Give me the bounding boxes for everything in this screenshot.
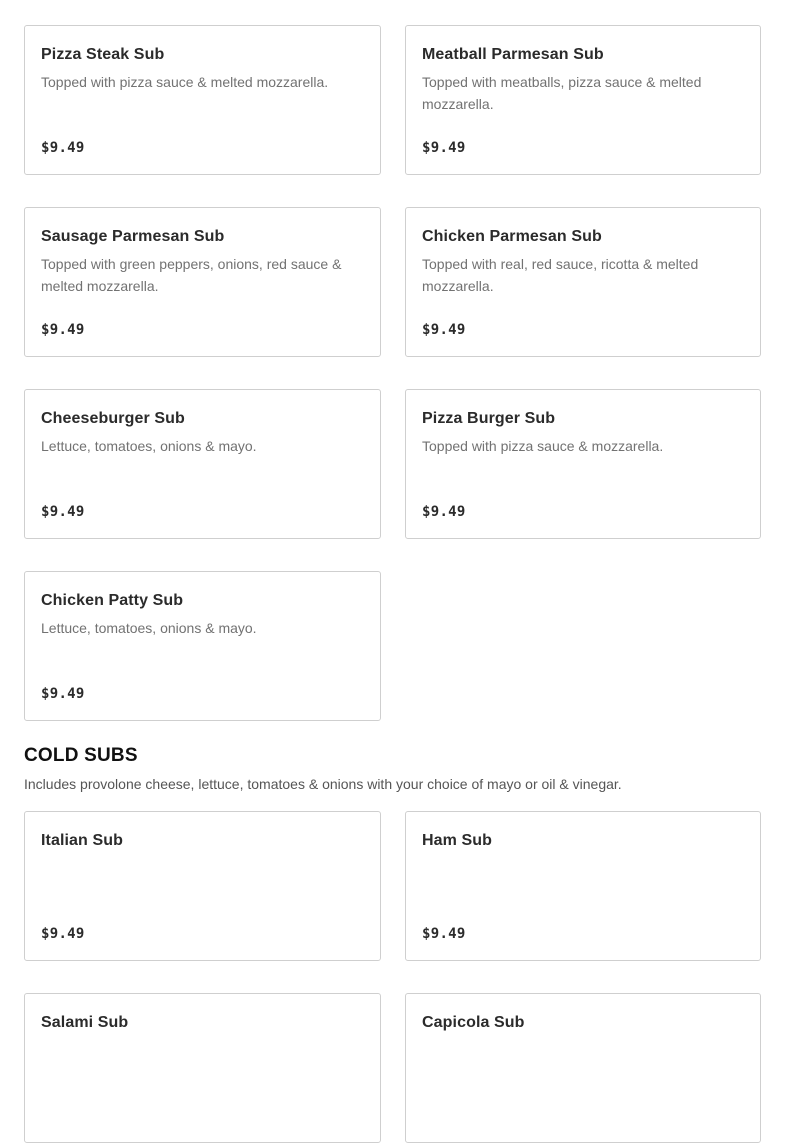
menu-item-description: Lettuce, tomatoes, onions & mayo.: [41, 438, 257, 454]
menu-item-card[interactable]: [24, 993, 381, 1143]
menu-item-price: $9.49: [41, 322, 85, 338]
menu-item-name: Cheeseburger Sub: [41, 410, 185, 427]
menu-item-card[interactable]: [405, 811, 761, 961]
menu-item-price: $9.49: [422, 322, 466, 338]
menu-item-name: Chicken Patty Sub: [41, 592, 184, 609]
menu-item-price: $9.49: [41, 140, 85, 156]
menu-item-card[interactable]: [24, 25, 381, 175]
menu-item-card[interactable]: [405, 993, 761, 1143]
menu-item-name: Ham Sub: [422, 832, 493, 849]
menu-item-description: Lettuce, tomatoes, onions & mayo.: [41, 620, 257, 636]
menu-item-description: Topped with meatballs, pizza sauce & melted mozzarella.: [422, 74, 702, 112]
menu-item-description: Topped with pizza sauce & mozzarella.: [422, 438, 664, 454]
menu-item-name: Capicola Sub: [422, 1014, 525, 1031]
menu-item-description: Topped with pizza sauce & melted mozzarella.: [41, 74, 329, 90]
section-title: COLD SUBS: [24, 745, 138, 766]
menu-item-price: $9.49: [422, 504, 466, 520]
menu-item-name: Sausage Parmesan Sub: [41, 228, 225, 245]
menu-item-description: Topped with green peppers, onions, red sauce & melted mozzarella.: [41, 256, 342, 294]
menu-item-card[interactable]: [24, 389, 381, 539]
menu-item-name: Pizza Steak Sub: [41, 46, 165, 63]
menu-item-name: Salami Sub: [41, 1014, 129, 1031]
menu-item-description: Topped with real, red sauce, ricotta & melted mozzarella.: [422, 256, 699, 294]
menu-item-price: $9.49: [422, 140, 466, 156]
menu-item-name: Meatball Parmesan Sub: [422, 46, 604, 63]
menu-item-card[interactable]: [405, 207, 761, 357]
menu-item-price: $9.49: [41, 686, 85, 702]
menu-item-price: $9.49: [41, 504, 85, 520]
cold-subs-grid: [24, 811, 761, 1143]
hot-subs-grid: [24, 25, 761, 721]
menu-item-price: $9.49: [41, 926, 85, 942]
menu-item-card[interactable]: [405, 25, 761, 175]
menu-item-name: Italian Sub: [41, 832, 123, 849]
menu-item-card[interactable]: [24, 207, 381, 357]
menu-item-card[interactable]: [405, 389, 761, 539]
section-description: Includes provolone cheese, lettuce, tomatoes & onions with your choice of mayo or oil & vinegar.: [24, 776, 622, 792]
menu-item-card[interactable]: [24, 571, 381, 721]
menu-item-name: Pizza Burger Sub: [422, 410, 556, 427]
menu-item-card[interactable]: [24, 811, 381, 961]
menu-item-name: Chicken Parmesan Sub: [422, 228, 602, 245]
menu-item-price: $9.49: [422, 926, 466, 942]
